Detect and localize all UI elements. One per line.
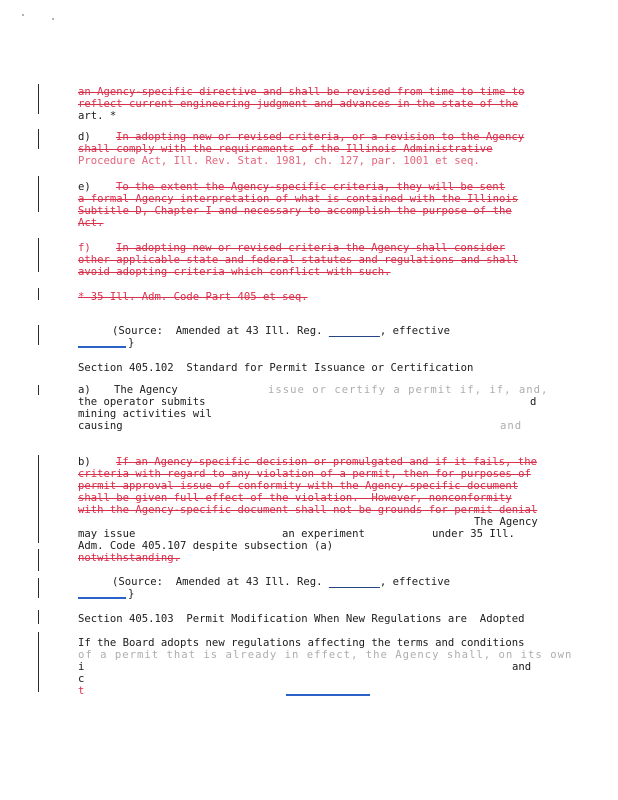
para-label-e: e) — [78, 181, 91, 193]
change-bar — [38, 288, 39, 300]
para-label-f: f) — [78, 242, 91, 254]
change-bar — [38, 578, 39, 598]
text-line: art. * — [78, 110, 117, 122]
struck-text-line: In adopting new or revised criteria the Agency shall consider — [116, 242, 506, 254]
text-line: t — [78, 685, 85, 697]
struck-text-line: Subtitle D, Chapter I and necessary to accomplish the purpose of the — [78, 205, 512, 217]
struck-text-line: notwithstanding. — [78, 552, 181, 564]
change-bar — [38, 176, 39, 212]
text-line: causing — [78, 420, 123, 432]
text-line: If the Board adopts new regulations affecting the terms and conditions — [78, 637, 525, 649]
text-line: the operator submits — [78, 396, 206, 408]
register-blank: ________ — [328, 325, 380, 337]
change-bar — [38, 632, 39, 692]
struck-text-line: other applicable state and federal statutes and regulations and shall — [78, 254, 519, 266]
register-blank: ________ — [328, 576, 380, 588]
text-line: The Agency — [474, 516, 538, 528]
text-line: c — [78, 673, 85, 685]
source-note — [112, 325, 450, 337]
faded-text: of a permit that is already in effect, the Agency shall, on its own — [78, 649, 573, 661]
section-heading: Section 405.103 Permit Modification When New Regulations are Adopted — [78, 613, 525, 625]
scan-speck — [22, 14, 24, 16]
struck-text-line: shall comply with the requirements of the Illinois Administrative — [78, 143, 493, 155]
section-heading: Section 405.102 Standard for Permit Issuance or Certification — [78, 362, 474, 374]
source-close: } — [128, 337, 135, 349]
change-bar — [38, 385, 39, 395]
source-close: } — [128, 588, 135, 600]
faded-text: and — [500, 420, 523, 432]
text-line: i — [78, 661, 85, 673]
date-blank-line — [78, 597, 126, 599]
source-text: (Source: Amended at 43 Ill. Reg. — [112, 325, 323, 337]
struck-text-line: If an Agency-specific decision or promulgated and if it fails, the — [116, 456, 537, 468]
text-line: may issue — [78, 528, 136, 540]
struck-text-line: To the extent the Agency-specific criteria, they will be sent — [116, 181, 506, 193]
para-label-d: d) — [78, 131, 91, 143]
change-bar — [38, 549, 39, 571]
change-bar — [38, 129, 39, 149]
struck-text-line: a formal Agency interpretation of what is contained with the Illinois — [78, 193, 519, 205]
text-line: an experiment — [282, 528, 365, 540]
text-line: mining activities wil — [78, 408, 212, 420]
source-effective: , effective — [379, 576, 451, 588]
change-bar — [38, 455, 39, 543]
text-line: The Agency — [114, 384, 178, 396]
text-line: under 35 Ill. — [432, 528, 515, 540]
change-bar — [38, 238, 39, 272]
scan-speck — [52, 18, 54, 20]
struck-text-line: shall be given full effect of the violation. However, nonconformity — [78, 492, 512, 504]
text-line: and — [512, 661, 532, 673]
underline-mark — [286, 694, 370, 696]
citation-footnote: * 35 Ill. Adm. Code Part 405 et seq. — [78, 291, 308, 303]
struck-text-line: In adopting new or revised criteria, or a revision to the Agency — [116, 131, 525, 143]
struck-text-line: criteria with regard to any violation of a permit, then for purposes of — [78, 468, 531, 480]
change-bar — [38, 610, 39, 624]
struck-text-line: an Agency-specific directive and shall be revised from time to time to — [78, 86, 525, 98]
struck-text-line: permit approval issue of conformity with the Agency-specific document — [78, 480, 519, 492]
text-line: Adm. Code 405.107 despite subsection (a) — [78, 540, 334, 552]
source-note — [112, 576, 450, 588]
para-label-a: a) — [78, 384, 91, 396]
change-bar — [38, 84, 39, 114]
para-label-b: b) — [78, 456, 91, 468]
struck-text-line: avoid adopting criteria which conflict with such. — [78, 266, 391, 278]
faded-text: issue or certify a permit if, if, and, — [268, 384, 549, 396]
source-effective: , effective — [379, 325, 451, 337]
struck-text-line: with the Agency-specific document shall not be grounds for permit denial — [78, 504, 538, 516]
source-text: (Source: Amended at 43 Ill. Reg. — [112, 576, 323, 588]
text-line: d — [530, 396, 537, 408]
struck-text-line: reflect current engineering judgment and advances in the state of the — [78, 98, 519, 110]
change-bar — [38, 325, 39, 345]
struck-text-line: Act. — [78, 217, 104, 229]
date-blank-line — [78, 346, 126, 348]
text-line: Procedure Act, Ill. Rev. Stat. 1981, ch. 127, par. 1001 et seq. — [78, 155, 480, 167]
